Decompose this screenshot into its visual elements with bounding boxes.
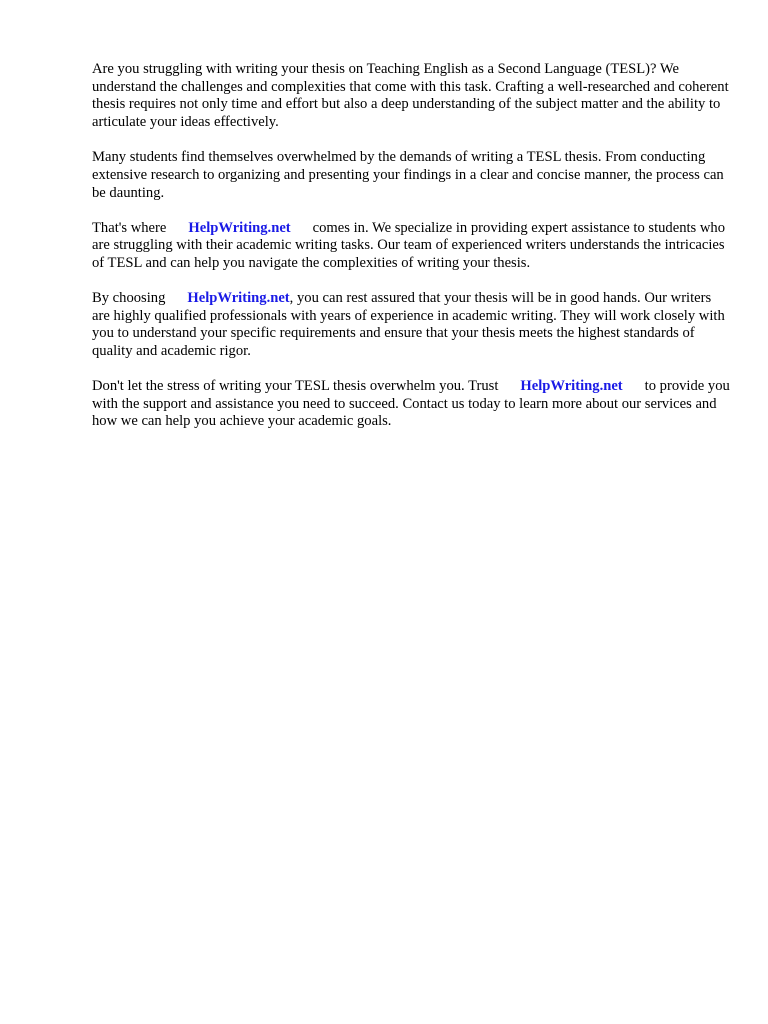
paragraph-dont-let — [92, 378, 732, 431]
paragraph-overwhelmed: Many students find themselves overwhelmed by the demands of writing a TESL thesis. From conducting extensive research to organizing and presenting your findings in a clear and concise manner, the process can be daunting. — [92, 149, 724, 201]
paragraph-text-after-link: comes in. We specialize in providing expert assistance to students who are struggling with their academic writing tasks. Our team of experienced writers understands the intricacies of TESL and can help you navigate the complexities of writing your thesis. — [92, 219, 726, 271]
helpwriting-link[interactable]: HelpWriting.net — [187, 289, 290, 306]
paragraph-text-before-link: By choosing — [92, 289, 166, 306]
paragraph-text-after-link: to provide you with the support and assistance you need to succeed. Contact us today to learn more about our services and how we can help you achieve your academic goals. — [92, 378, 730, 430]
document-body — [92, 61, 732, 448]
paragraph-thats-where — [92, 220, 732, 273]
helpwriting-link[interactable]: HelpWriting.net — [188, 219, 291, 236]
paragraph-intro: Are you struggling with writing your thesis on Teaching English as a Second Language (TESL)? We understand the challenges and complexities that come with this task. Crafting a well-researched and coherent thesis requires not only time and effort but also a deep understanding of the subject matter and the ability to articulate your ideas effectively. — [92, 61, 729, 131]
paragraph-by-choosing — [92, 290, 732, 361]
paragraph-text-before-link: Don't let the stress of writing your TESL thesis overwhelm you. Trust — [92, 378, 499, 395]
helpwriting-link[interactable]: HelpWriting.net — [520, 378, 623, 395]
paragraph-text-after-link: , you can rest assured that your thesis will be in good hands. Our writers are highly qualified professionals with years of experience in academic writing. They will work closely with you to understand your specific requirements and ensure that your thesis meets the highest standards of quality and academic rigor. — [92, 289, 725, 360]
paragraph-text-before-link: That's where — [92, 219, 167, 236]
